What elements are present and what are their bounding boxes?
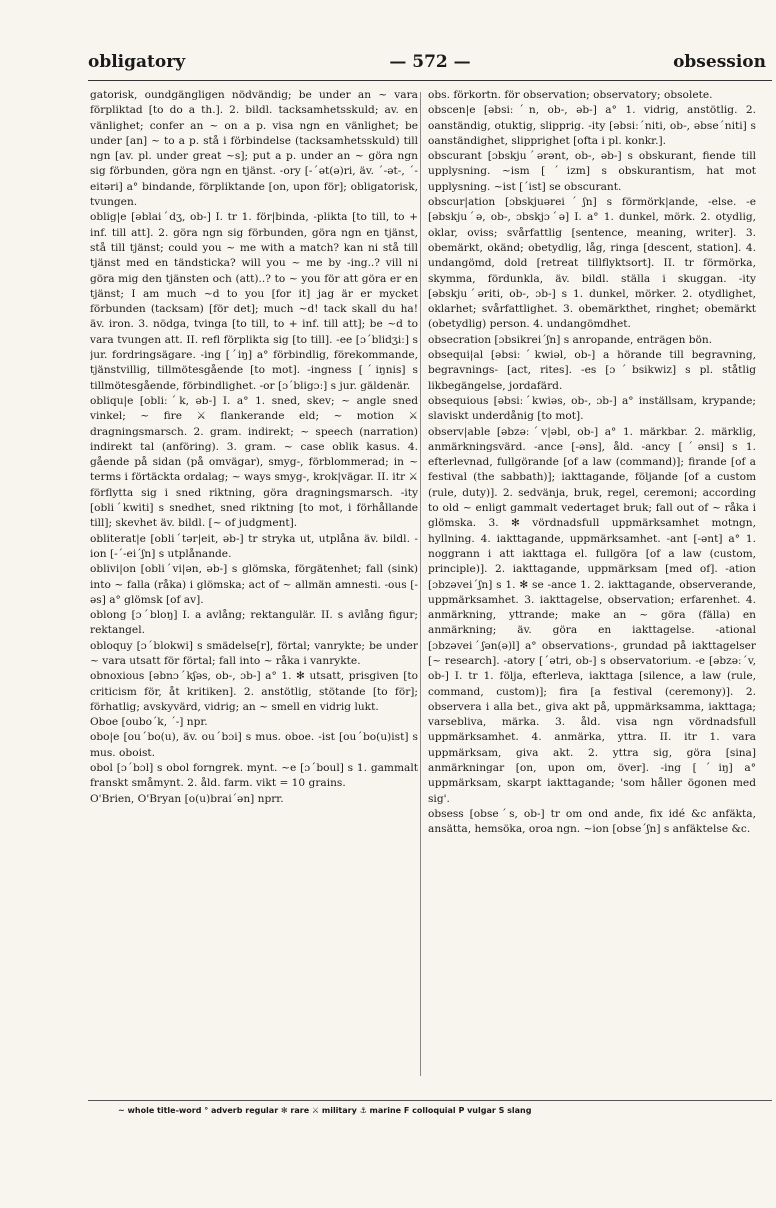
header-left-guide-word: obligatory: [88, 52, 186, 72]
entry-obsess: obsess [obseˊs, ob-] tr om ond ande, fix idé &c anfäkta, ansätta, hemsöka, oroa ngn. ~ion [obseˊʃn] s anfäktelse &c.: [428, 807, 756, 836]
right-column: [428, 88, 756, 1088]
entry-obsequious: obsequious [əbsiːˊkwiəs, ob-, ɔb-] a° inställsam, krypande; slaviskt underdånig [to mot].: [428, 394, 756, 423]
entry-oblivion: oblivi|on [obliˊvi|ən, əb-] s glömska, förgätenhet; fall (sink) into ~ falla (råka) i glömska; act of ~ allmän amnesti. -ous [-əs] a° glömsk [of av].: [90, 563, 418, 606]
page-number: — 572 —: [389, 52, 471, 72]
header-right-guide-word: obsession: [673, 52, 766, 72]
entry-obligation-cont: gatorisk, oundgängligen nödvändig; be under an ~ vara förpliktad [to do a th.]. 2. bildl. tacksamhetsskuld; av. en vänlighet; confer an ~ on a p. visa ngn en vänlighet; be under [an] ~ to a p. stå i förbindelse (tacksamhetsskuld) till ngn [av. pl. under great ~s]; put a p. under an ~ göra ngn sig förbunden, göra ngn en tjänst. -ory [-ˊət(ə)ri, äv. ˊ-ət-, ˊ-eitəri] a° bindande, förpliktande [on, upon för]; obligatorisk, tvungen.: [90, 89, 418, 209]
entry-obs: obs. förkortn. för observation; observatory; obsolete.: [428, 89, 713, 101]
entry-oboe: obo|e [ouˊbo(u), äv. ouˊbɔi] s mus. oboe. -ist [ouˊbo(u)ist] s mus. oboist.: [90, 731, 418, 759]
page-header: [88, 52, 772, 78]
column-divider: [420, 92, 421, 1076]
entry-obloquy: obloquy [ɔˊblokwi] s smädelse[r], förtal; vanrykte; be under ~ vara utsatt för förtal; fall into ~ råka i vanrykte.: [90, 639, 418, 667]
entry-obscuration: obscur|ation [ɔbskjuəreiˊʃn] s förmörk|ande, -else. -e [əbskjuˊə, ob-, ɔbskjɔˊə] I. a° 1. dunkel, mörk. 2. otydlig, oklar, oviss; svårfattlig [sentence, meaning, writer]. 3. obemärkt, okänd; obetydlig, låg, ringa [descent, station]. 4. undangömd, dold [retreat tillflyktsort]. II. tr förmörka, skymma, fördunkla, äv. bildl. ställa i skuggan. -ity [əbskjuˊəriti, ob-, ɔb-] s 1. dunkel, mörker. 2. otydlighet, oklarhet; svårfattlighet. 3. obemärkthet, ringhet; obemärkt (obetydlig) person. 4. undangömdhet.: [428, 196, 756, 331]
header-rule: [88, 80, 772, 81]
entry-obol: obol [ɔˊbɔl] s obol forngrek. mynt. ~e [ɔˊboul] s 1. gammalt franskt småmynt. 2. åld. farm. vikt = 10 grains.: [90, 762, 418, 790]
entry-observable: observ|able [əbzəːˊv|əbl, ob-] a° 1. märkbar. 2. märklig, anmärkningsvärd. -ance [-əns], åld. -ancy [ˊənsi] s 1. efterlevnad, fullgörande [of a law (command)]; firande [of a festival (the sabbath)]; iakttagande, följande [of a custom (rule, duty)]. 2. sedvänja, bruk, regel, ceremoni; according to old ~ enligt gammalt vedertaget bruk; fall out of ~ råka i glömska. 3. ✻ vördnadsfull uppmärksamhet motngn, hyllning. 4. iakttagande, uppmärksamhet. -ant [-ənt] a° 1. noggrann i att iakttaga el. fullgöra [of a law (custom, principle)]. 2. iakttagande, uppmärksam [med of]. -ation [ɔbzəveiˊʃn] s 1. ✻ se -ance 1. 2. iakttagande, observerande, uppmärksamhet. 3. iakttagelse, observation; erfarenhet. 4. anmärkning, yttrande; make an ~ göra (fälla) en anmärkning; äv. göra en iakttagelse. -ational [ɔbzəveiˊʃən(ə)l] a° observations-, grundad på iakttagelser [~ research]. -atory [ˊətri, ob-] s observatorium. -e [əbzəːˊv, ob-] I. tr 1. följa, efterleva, iakttaga [silence, a law (rule, command, custom)]; fira [a festival (ceremony)]. 2. observera i alla bet., giva akt på, uppmärksamma, iakttaga; varsebliva, märka. 3. åld. visa ngn vördnadsfull uppmärksamhet. 4. anmärka, yttra. II. itr 1. vara uppmärksam, giva akt. 2. yttra sig, göra [sina] anmärkningar [on, upon om, över]. -ing [ˊiŋ] a° uppmärksam, skarpt iakttagande; 'som håller ögonen med sig'.: [428, 425, 756, 805]
entry-obock: Oboe [ouboˊk, ˊ-] npr.: [90, 716, 208, 729]
entry-obsecration: obsecration [ɔbsikreiˊʃn] s anropande, enträgen bön.: [428, 333, 713, 346]
entry-obscurant: obscurant [ɔbskjuˊərənt, ob-, əb-] s obskurant, fiende till upplysning. ~ism [ˊizm] s obskurantism, hat mot upplysning. ~ist [ˊist] se obscurant.: [428, 150, 756, 193]
footer-rule: [88, 1100, 772, 1101]
entry-oblige: oblig|e [əblaiˊdʒ, ob-] I. tr 1. för|binda, -plikta [to till, to + inf. till att]. 2. göra ngn sig förbunden, göra ngn en tjänst, stå till tjänst; could you ~ me with a match? kan ni stå till tjänst med en tändsticka? will you ~ me by -ing..? vill ni göra mig den tjänsten och (att)..? to ~ you för att göra er en tjänst; I am much ~d to you [for it] jag är er mycket förbunden (tacksam) [för det]; much ~d! tack skall du ha! äv. iron. 3. nödga, tvinga [to till, to + inf. till att]; be ~d to vara tvungen att. II. refl förplikta sig [to till]. -ee [ɔˊblidʒiː] s jur. fordringsägare. -ing [ˊiŋ] a° förbindlig, förekommande, tjänstvillig, tillmötesgående [to mot]. -ingness [ˊiŋnis] s tillmötesgående, förbindlighet. -or [ɔˊbligɔː] s jur. gäldenär.: [90, 211, 418, 392]
entry-oblique: obliqu|e [obliːˊk, əb-] I. a° 1. sned, skev; ~ angle sned vinkel; ~ fire ⚔ flankerande eld; ~ motion ⚔ dragningsmarsch. 2. gram. indirekt; ~ speech (narration) indirekt tal (anföring). 3. gram. ~ case oblik kasus. 4. gående på sidan (på omvägar), smyg-, förblommerad; in ~ terms i förtäckta ordalag; ~ ways smyg-, krok|vägar. II. itr ⚔ förflytta sig i sned riktning, göra dragningsmarsch. -ity [obliˊkwiti] s snedhet, sned riktning [to mot, i förhållande till]; skevhet äv. bildl. [~ of judgment].: [90, 394, 418, 530]
entry-obnoxious: obnoxious [əbnɔˊkʃəs, ob-, ɔb-] a° 1. ✻ utsatt, prisgiven [to criticism för, åt kritiken]. 2. anstötlig, stötande [to för]; förhatlig; avskyvärd, vidrig; an ~ smell en vidrig lukt.: [90, 670, 418, 713]
entry-oblong: oblong [ɔˊbloŋ] I. a avlång; rektangulär. II. s avlång figur; rektangel.: [90, 609, 418, 637]
entry-obrien: O'Brien, O'Bryan [o(u)braiˊən] nprr.: [90, 792, 284, 805]
symbol-legend: ~ whole title-word ° adverb regular ✻ rare ⚔ military ⚓ marine F colloquial P vulgar S slang: [118, 1106, 532, 1115]
entry-obscene: obscen|e [əbsiːˊn, ob-, əb-] a° 1. vidrig, anstötlig. 2. oanständig, otuktig, slipprig. -ity [əbsiːˊniti, ob-, əbseˊniti] s oanständighet, slipprighet [ofta i pl. konkr.].: [428, 104, 756, 147]
entry-obsequial: obsequi|al [əbsiːˊkwiəl, ob-] a hörande till begravning, begravnings- [act, rites]. -es [ɔˊbsikwiz] s pl. ståtlig likbegängelse, jordafärd.: [428, 349, 756, 392]
left-column: [90, 88, 418, 1088]
entry-obliterate: obliterat|e [obliˊtər|eit, əb-] tr stryka ut, utplåna äv. bildl. -ion [-ˊ-eiˊʃn] s utplånande.: [90, 532, 418, 560]
